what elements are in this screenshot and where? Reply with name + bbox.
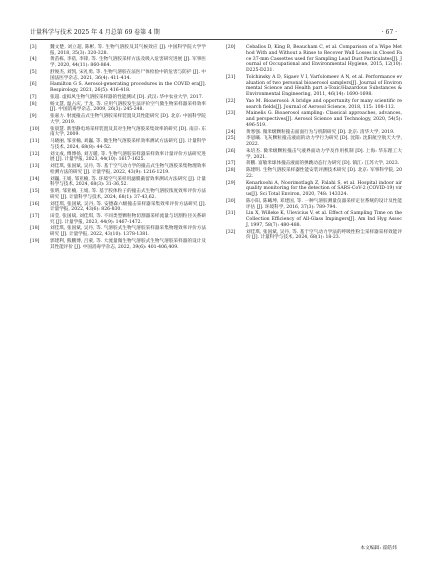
reference-number: [3] [30, 45, 37, 50]
reference-item [30, 202, 206, 214]
reference-text: 张明, 邹亚楠, 王娟, 等. 基于胶体粒子的撞击式生物气溶胶浓度效率评价方法研究 [J]. 计量科学与技术, 2024, 68(1): 37-43,62. [50, 189, 206, 200]
reference-number: [20] [226, 45, 236, 50]
reference-item [226, 149, 402, 161]
reference-number: [6] [30, 82, 37, 88]
reference-item [226, 136, 402, 148]
page-number: · 67 · [381, 29, 397, 36]
reference-text: 刘文成, 傅博扬, 刘万暖, 等. 生物气溶胶采样器采样效率计量评价方法研究进展 [J]. 计量学报, 2023, 44(10): 1617-1625. [50, 151, 206, 163]
reference-item [226, 130, 402, 136]
references-right-column [226, 45, 402, 242]
reference-item [30, 45, 206, 57]
reference-text: Mainelis G. Bioaerosol sampling: Classical approaches, advances, and perspectives[J]. Aerosol Science and Technology, 2020, 54(5): 496-519. [246, 111, 402, 129]
reference-text: 陈建明. 生物气溶胶采样器性能安装评测技术研究 [D]. 北京: 军事科学院, 2022. [246, 168, 402, 179]
reference-number: [25] [226, 136, 236, 142]
reference-item [30, 127, 206, 139]
reference-text: 黄苗栋, 李蓓, 李锋, 等. 生物气溶胶采样方法及吸入危害研究进展 [J]. 军事医学, 2020, 44(11): 860-864. [50, 57, 206, 69]
reference-item [30, 139, 206, 151]
reference-text: 朱培杰. 微米级颗粒撞击气液界面动力学及作用机制 [D]. 上海: 华东理工大学, 2021. [246, 148, 402, 160]
reference-number: [30] [226, 198, 236, 204]
reference-item [30, 114, 206, 126]
reference-number: [7] [30, 94, 37, 100]
reference-text: 魏文楚, 刘立超, 陈彬, 等. 生物气溶胶及其气候效应 [J]. 中国科学院大学学报, 2018, 35(3): 320-328. [50, 45, 206, 56]
reference-text: 刘佳琪, 张国斌, 吴丹, 等. 气溶胶式生物气溶胶采样器采集物理效率评价方法研究 [J]. 计量学报, 2022, 43(10): 1378-1381. [50, 226, 206, 238]
editor-credit: 本文编辑: 霍皓炜 [360, 546, 397, 551]
reference-number: [32] [226, 229, 236, 235]
reference-number: [28] [226, 168, 236, 174]
journal-info: 计量科学与技术 2025 年 4 月总第 69 卷第 4 期 [30, 29, 160, 36]
reference-number: [27] [226, 161, 236, 167]
reference-number: [26] [226, 148, 236, 154]
reference-item [226, 211, 402, 228]
reference-text: 杨文慧, 温占庆, 于龙, 等. 应用气溶胶发生法评价空气微生物采样器采样效率 [J]. 中国消毒学杂志, 2009, 26(3): 245-248. [50, 101, 206, 113]
reference-item [30, 239, 206, 251]
reference-item [226, 199, 402, 211]
reference-text: Hamilton G S. Aerosol-generating procedures in the COVID era[J]. Respirology, 2021, 26(5): 416-418. [50, 82, 206, 94]
reference-item [30, 189, 206, 201]
reference-number: [19] [30, 238, 40, 244]
reference-text: 田莹, 张国斌, 刘佳琪, 等. 不同类型颗粒物切割器采样流量与切割粒径关系研究 [J]. 计量学报, 2023, 44(9): 1467-1472. [50, 213, 206, 225]
reference-item [30, 152, 206, 164]
reference-text: 郭建利, 熊鹏博, 吕蒙, 等. 大流量微生物气溶胶式生物气溶胶采样器的设计及其性能评价 [J]. 中国消毒学杂志, 2022, 39(6): 401-406,409. [50, 238, 206, 250]
reference-item [226, 161, 402, 167]
reference-item [30, 70, 206, 82]
reference-number: [18] [30, 226, 40, 232]
reference-text: 李思曦. 飞灰颗粒撞击液面的动力学行为研究 [D]. 沈阳: 沈阳航空航天大学, 2022. [246, 136, 402, 148]
reference-item [226, 45, 402, 74]
reference-number: [15] [30, 189, 40, 195]
reference-number: [14] [30, 176, 40, 182]
reference-number: [4] [30, 57, 37, 63]
reference-text: 舒俊杰, 刘凯, 宋礼勇, 等. 生物气溶胶在法医尸体检验中的危害与防护 [J]. 中国法医学杂志, 2021, 36(4): 411-414. [50, 69, 206, 81]
reference-text: 张晨慧. 新型静电场采样装置及其对生物气溶胶采集效率的研究 [D]. 南京: 东南大学, 2009. [50, 126, 206, 138]
reference-text: 刘巍, 王娟, 邹亚楠, 等. 环境空气采样用滤膜截留效率测试方法研究 [J]. 计量科学与技术, 2024, 68(3): 31-36,52. [50, 176, 206, 188]
running-header [30, 27, 397, 40]
reference-item [226, 168, 402, 180]
reference-text: 张嘉力. 射流撞击式生物气溶胶采样装置及其性能研究 [D]. 北京: 中国科学院大学, 2019. [50, 114, 206, 125]
reference-item [30, 57, 206, 69]
reference-text: 刘佳琪, 张国斌, 吴丹, 等. 安德森六级撞击采样器采集效率评价方法研究 [J]. 计量学报, 2022, 43(6): 826-830. [50, 201, 206, 213]
reference-number: [23] [226, 111, 236, 117]
reference-number: [24] [226, 129, 236, 135]
reference-number: [16] [30, 201, 40, 207]
reference-text: 张超. 虚拟风生物气溶胶采样器的性能测试 [D]. 武汉: 华中农业大学, 2017. [50, 94, 204, 100]
reference-item [226, 99, 402, 111]
reference-item [226, 111, 402, 128]
reference-item [30, 82, 206, 94]
references-left-column [30, 45, 206, 251]
reference-item [30, 164, 206, 176]
reference-number: [17] [30, 213, 40, 219]
reference-number: [21] [226, 74, 236, 80]
reference-number: [5] [30, 69, 37, 75]
reference-text: 黄寒强. 微米级颗粒撞击面面行为与机制研究 [D]. 北京: 清华大学, 2019. [246, 129, 395, 135]
reference-text: 陈小阳, 陈曦坤, 邓建国, 等. 一种气溶胶测量仪器采样定位系统的设计及性能评估 [J]. 环境科学, 2016, 37(3): 789-794. [246, 198, 402, 210]
reference-item [226, 181, 402, 198]
reference-item [30, 177, 206, 189]
reference-number: [11] [30, 139, 40, 145]
reference-item [30, 102, 206, 114]
reference-text: Ceballos D, King B, Beaucham C, et al. Comparison of a Wipe Method With and Without a Rinse to Recover Wall Losses in Closed Face 37-mm Cassettes used for Sampling Lead Dust Particulates[J]. Journal of Occupational and Environmental Hygiene, 2015, 12(10): D225-D231. [246, 45, 402, 74]
reference-text: 刘佳琪, 张国斌, 吴丹, 等. 基于空气动力学法的呼吸性粉尘采样器采样效能评价 [J]. 计量科学与技术, 2024, 68(1): 18-23. [246, 229, 402, 241]
reference-text: Lin X, Willeke K, Ulevicius V, et al. Effect of Sampling Time on the Collection Efficiency of All-Glass Impingers[J]. Am Ind Hyg Assoc J, 1997, 58(7): 480-488. [246, 211, 402, 228]
reference-text: 蒋鹏. 富敏米球体撞击液面的弹跳动态行为研究 [D]. 镇江: 江苏大学, 2023. [246, 161, 400, 167]
reference-text: 马晓丽, 邹亚楠, 刘巍, 等. 微生物气溶胶采样效率测试方法研究 [J]. 计量科学与技术, 2024, 68(8): 44-52. [50, 139, 206, 150]
reference-text: Yao M. Bioaerosol: A bridge and opportunity for many scientific research fields[J]. Journal of Aerosol Science, 2018, 115: 108-112. [246, 98, 402, 110]
reference-number: [22] [226, 98, 236, 104]
reference-item [226, 75, 402, 98]
reference-number: [29] [226, 180, 236, 186]
reference-text: Kenarkoohi A, Noorimotlagh Z, Falahi S, et al. Hospital indoor air quality monitoring for the detection of SARS-CoV-2 (COVID-19) virus[J]. Sci Total Environ, 2020, 748: 143324. [246, 180, 402, 198]
reference-item [30, 95, 206, 101]
reference-number: [10] [30, 126, 40, 132]
reference-number: [12] [30, 151, 40, 157]
reference-item [226, 230, 402, 242]
reference-number: [8] [30, 101, 37, 107]
reference-number: [31] [226, 211, 236, 217]
reference-number: [13] [30, 164, 40, 170]
reference-text: Tolchinsky A D, Sigaev V I, Varfolomeev A N, et al. Performance evaluation of two personal bioaerosol samplers[J]. Journal of Environmental Science and Health part a-Toxic/Hazardous Substances & Environmental Engineering, 2011, 46(14): 1690-1698. [246, 74, 402, 98]
reference-number: [9] [30, 114, 37, 120]
reference-item [30, 214, 206, 226]
reference-text: 刘佳琪, 张国斌, 吴丹, 等. 基于空气动力学的撞击式生物气溶胶采集物理效率检测方法的研究 [J]. 计量学报, 2022, 43(9): 1216-1219. [50, 164, 206, 175]
reference-item [30, 226, 206, 238]
